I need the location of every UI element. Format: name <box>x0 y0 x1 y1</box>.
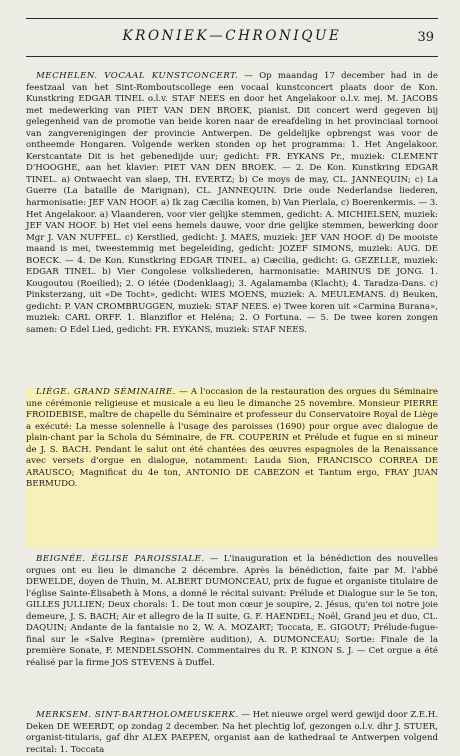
article-mechelen <box>26 71 438 371</box>
article-body: — A l'occasion de la restauration des orgues du Séminaire une cérémonie religieuse et musicale a eu lieu le dimanche 25 novembre. Monsieur PIERRE FROIDEBISE, maître de chapelle du Séminaire et professeur du Conservatoire Royal de Liège a exécuté: La messe solennelle à l'usage des paroisses (1690) pour orgue avec dialogue de plain-chant par la Schola du Séminaire, de FR. COUPERIN et Prélude et fugue en si mineur de J. S. BACH. Pendant le salut ont été chantées des œuvres espagnoles de la Renaissance avec versets d'orgue en dialogue, notamment: Lauda Sion, FRANCISCO CORREA DE ARAUSCO; Magnificat du 4e ton, ANTONIO DE CABEZON et Tantum ergo, FRAY JUAN BERMUDO. <box>26 387 438 490</box>
article-body: — Het nieuwe orgel werd gewijd door Z.E.H. Deken DE WEERDT, op zondag 2 december. Na het plechtig lof, gezongen o.l.v. dhr J. STUER, organist-titularis, gaf dhr ALEX PAEPEN, organist aan de kathedraal te Antwerpen volgend recital: 1. Toccata <box>26 710 438 755</box>
header-top-rule <box>26 18 438 19</box>
article-heading: MECHELEN. VOCAAL KUNSTCONCERT. <box>36 71 239 81</box>
article-heading: LIÈGE. GRAND SÉMINAIRE. <box>36 387 176 397</box>
page-header <box>26 18 438 58</box>
article-body: — Op maandag 17 december had in de feestzaal van het Sint-Romboutscollege een vocaal kunstconcert plaats door de Kon. Kunstkring EDGAR TINEL o.l.v. STAF NEES en door het Angelakoor o.l.v. mej. M. JACOBS met medewerking van PIET VAN DEN BROEK, pianist. Dit concert werd gegeven bij gelegenheid van de promotie van beide koren naar de ereafdeling in het provinciaal tornooi van zangverenigingen der provincie Antwerpen. De geldelijke opbrengst was voor de ontheemde Hongaren. Volgende werken stonden op het programma: 1. Het Angelakoor. Kerstcantate Dit is het gebenedijde uur; gedicht: FR. EYKANS Pr., muziek: CLEMENT D'HOOGHE, aan het klavier: PIET VAN DEN BROEK. — 2. De Kon. Kunstkring EDGAR TINEL. a) Ontwaecht van slaep, TH. EVERTZ; b) Ce moys de may, CL. JANNEQUIN; c) La Guerre (La bataille de Marignan), CL. JANNEQUIN. Drie oude Nederlandse liederen, harmonisatie: JEF VAN HOOF. a) Ik zag Cæcilia komen, b) Van Pierlala, c) Boerenkermis. — 3. Het Angelakoor. a) Vlaanderen, voor vier gelijke stemmen, gedicht: A. MICHIELSEN, muziek: JEF VAN HOOF. b) Het viel eens hemels dauwe, voor drie gelijke stemmen, bewerking door Mgr J. VAN NUFFEL. c) Kerstlied, gedicht: J. MAES, muziek: JEF VAN HOOF. d) De mooiste maand is mei, tweestemmig met begeleiding, gedicht: JOZEF SIMONS, muziek: AUG. DE BOECK. — 4. De Kon. Kunstkring EDGAR TINEL. a) Cæcilia, gedicht: G. GEZELLE, muziek: EDGAR TINEL. b) Vier Congolese volksliederen, harmonisatie: MARINUS DE JONG. 1. Kougoutou (Roeilied); 2. O iétée (Dodenklaag); 3. Agalamamba (Klacht); 4. Taradza-Dans. c) Pinksterzang, uit «De Tocht», gedicht: WIES MOENS, muziek: A. MEULEMANS. d) Beuken, gedicht: P. VAN CROMBRUGGEN, muziek: STAF NEES. e) Twee koren uit «Carmina Burana», muziek: CARL ORFF. 1. Blanziflor et Heléna; 2. O Fortuna. — 5. De twee koren zongen samen: O Edel Lied, gedicht: FR. EYKANS, muziek: STAF NEES. <box>26 71 438 336</box>
article-merksem <box>26 710 438 755</box>
article-body: — L'inauguration et la bénédiction des nouvelles orgues ont eu lieu le dimanche 2 décembre. Après la bénédiction, faite par M. l'abbé DEWELDE, doyen de Thuin, M. ALBERT DUMONCEAU, prix de fugue et organiste titulaire de l'église Sainte-Élisabeth à Mons, a donné le récital suivant: Prélude et Dialogue sur le 5e ton, GILLES JULLIEN; Deux chorals: 1. De tout mon cœur je soupire, 2. Jésus, qu'en toi notre joie demeure, J. S. BACH; Air et allegro de la II suite, G. F. HAENDEL; Noël, Grand jeu et duo, CL. DAQUIN; Andante de la fantaisie no 2, W. A. MOZART; Toccata, E. GIGOUT; Prélude-fugue-final sur le «Salve Regina» (première audition), A. DUMONCEAU; Sortie: Finale de la première Sonate, F. MENDELSSOHN. Commentaires du R. P. KINON S. J. — Cet orgue a été réalisé par la firme JOS STEVENS à Duffel. <box>26 554 439 668</box>
article-heading: BEIGNÉE. ÉGLISE PAROISSIALE. <box>36 554 205 564</box>
page-number: 39 <box>417 30 434 45</box>
article-liege <box>26 387 438 547</box>
article-heading: MERKSEM. SINT-BARTHOLOMEUSKERK. <box>36 710 239 720</box>
header-bottom-rule <box>26 56 438 57</box>
running-title: KRONIEK—CHRONIQUE <box>122 28 342 44</box>
article-beignee <box>26 554 438 714</box>
